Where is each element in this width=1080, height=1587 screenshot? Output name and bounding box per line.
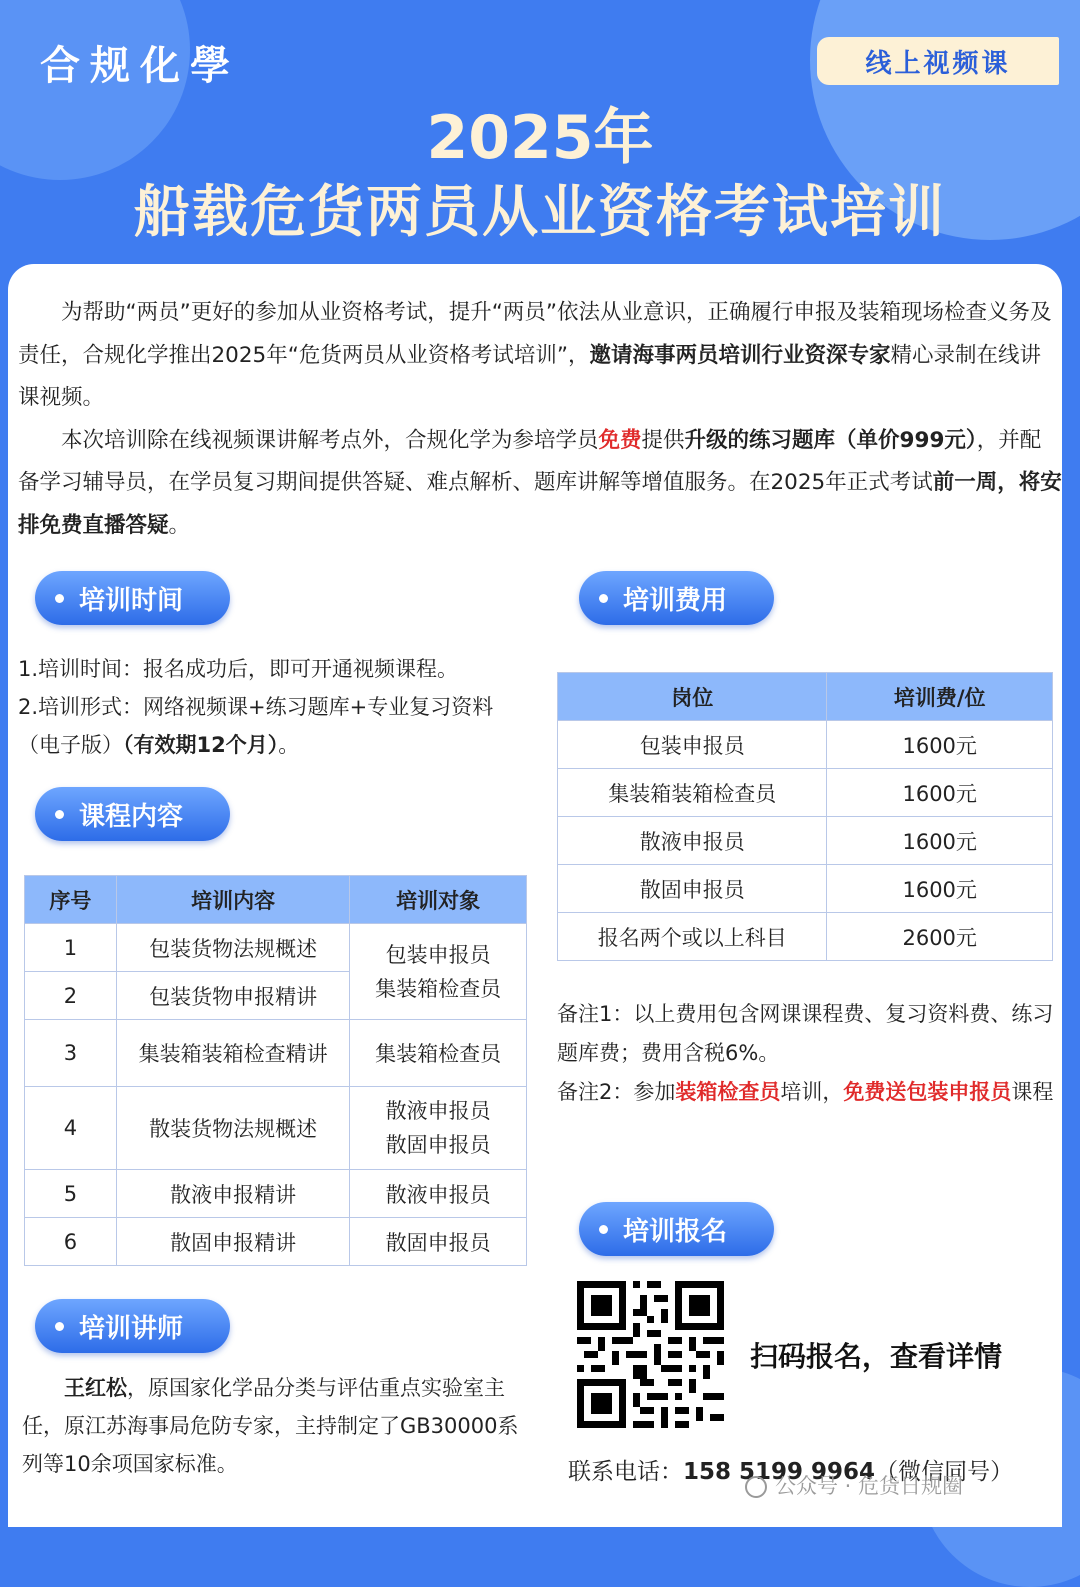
- cell-content: 集装箱装箱检查精讲: [116, 1020, 350, 1087]
- header-fee: 培训费/位: [827, 673, 1053, 721]
- training-time-text: [18, 650, 538, 764]
- cell-target: 集装箱检查员: [350, 1020, 527, 1087]
- time-line-1: 1.培训时间：报名成功后，即可开通视频课程。: [18, 657, 459, 681]
- cell-content: 包装货物申报精讲: [116, 972, 350, 1020]
- table-row: [558, 913, 1053, 961]
- table-row: [558, 865, 1053, 913]
- intro-paragraph-1: 为帮助“两员”更好的参加从业资格考试，提升“两员”依法从业意识，正确履行申报及装箱现场检查义务及责任，合规化学推出2025年“危货两员从业资格考试培训”，邀请海事两员培训行业资深专家精心录制在线讲课视频。: [18, 300, 1052, 410]
- note-1: 备注1：以上费用包含网课课程费、复习资料费、练习题库费；费用含税6%。: [557, 1002, 1054, 1065]
- cell-target: 散液申报员: [350, 1170, 527, 1218]
- cell-role: 报名两个或以上科目: [558, 913, 827, 961]
- cell-no: 6: [25, 1218, 117, 1266]
- table-row: [25, 1218, 527, 1266]
- cell-fee: 1600元: [827, 721, 1053, 769]
- scan-prompt: 扫码报名，查看详情: [750, 1340, 1003, 1373]
- header-target: 培训对象: [350, 876, 527, 924]
- intro-paragraph-2: 本次培训除在线视频课讲解考点外，合规化学为参培学员免费提供升级的练习题库（单价999元），并配备学习辅导员，在学员复习期间提供答疑、难点解析、题库讲解等增值服务。在2025年正式考试前一周，将安排免费直播答疑。: [18, 427, 1062, 538]
- teacher-intro: [22, 1369, 537, 1483]
- cell-no: 4: [25, 1087, 117, 1170]
- online-video-tag: 线上视频课: [817, 37, 1059, 85]
- contact-phone: 联系电话：158 5199 9964（微信同号）: [568, 1459, 1014, 1485]
- fee-table: [557, 672, 1053, 961]
- wechat-icon: [745, 1476, 767, 1498]
- cell-fee: 1600元: [827, 769, 1053, 817]
- cell-no: 3: [25, 1020, 117, 1087]
- fee-notes: [557, 995, 1062, 1112]
- cell-no: 2: [25, 972, 117, 1020]
- section-training-fee: 培训费用: [579, 571, 774, 625]
- note-2: 备注2：参加装箱检查员培训，免费送包装申报员课程: [557, 1080, 1054, 1104]
- table-row: [25, 1020, 527, 1087]
- cell-content: 散装货物法规概述: [116, 1087, 350, 1170]
- header-no: 序号: [25, 876, 117, 924]
- section-signup: 培训报名: [579, 1202, 774, 1256]
- table-row: [25, 1170, 527, 1218]
- course-table: [24, 875, 527, 1266]
- teacher-desc: ，原国家化学品分类与评估重点实验室主任，原江苏海事局危防专家，主持制定了GB30000系列等10余项国家标准。: [22, 1376, 519, 1476]
- watermark: 公众号 · 危货日规圈: [745, 1470, 963, 1500]
- header-content: 培训内容: [116, 876, 350, 924]
- cell-fee: 1600元: [827, 865, 1053, 913]
- cell-role: 散固申报员: [558, 865, 827, 913]
- cell-target: 散液申报员 散固申报员: [350, 1087, 527, 1170]
- cell-role: 包装申报员: [558, 721, 827, 769]
- cell-no: 5: [25, 1170, 117, 1218]
- page-title: 船载危货两员从业资格考试培训: [134, 180, 946, 245]
- cell-target: 包装申报员 集装箱检查员: [350, 924, 527, 1020]
- cell-role: 散液申报员: [558, 817, 827, 865]
- time-line-2: 2.培训形式：网络视频课+练习题库+专业复习资料: [18, 695, 494, 719]
- time-line-3: （电子版）（有效期12个月）。: [18, 733, 300, 757]
- table-row: [25, 1087, 527, 1170]
- table-row: [25, 924, 527, 972]
- brand-logo: 合规化學: [40, 42, 240, 89]
- cell-content: 散固申报精讲: [116, 1218, 350, 1266]
- header-role: 岗位: [558, 673, 827, 721]
- table-row: [558, 817, 1053, 865]
- signup-qr-code[interactable]: [577, 1281, 724, 1428]
- cell-no: 1: [25, 924, 117, 972]
- section-course-content: 课程内容: [35, 787, 230, 841]
- cell-target: 散固申报员: [350, 1218, 527, 1266]
- cell-fee: 1600元: [827, 817, 1053, 865]
- table-row: [558, 769, 1053, 817]
- table-row: [558, 721, 1053, 769]
- cell-content: 散液申报精讲: [116, 1170, 350, 1218]
- title-year: 2025年: [426, 103, 654, 173]
- intro-text: [18, 292, 1062, 547]
- cell-content: 包装货物法规概述: [116, 924, 350, 972]
- cell-role: 集装箱装箱检查员: [558, 769, 827, 817]
- section-training-time: 培训时间: [35, 571, 230, 625]
- cell-fee: 2600元: [827, 913, 1053, 961]
- section-teacher: 培训讲师: [35, 1299, 230, 1353]
- teacher-name: 王红松: [64, 1376, 127, 1400]
